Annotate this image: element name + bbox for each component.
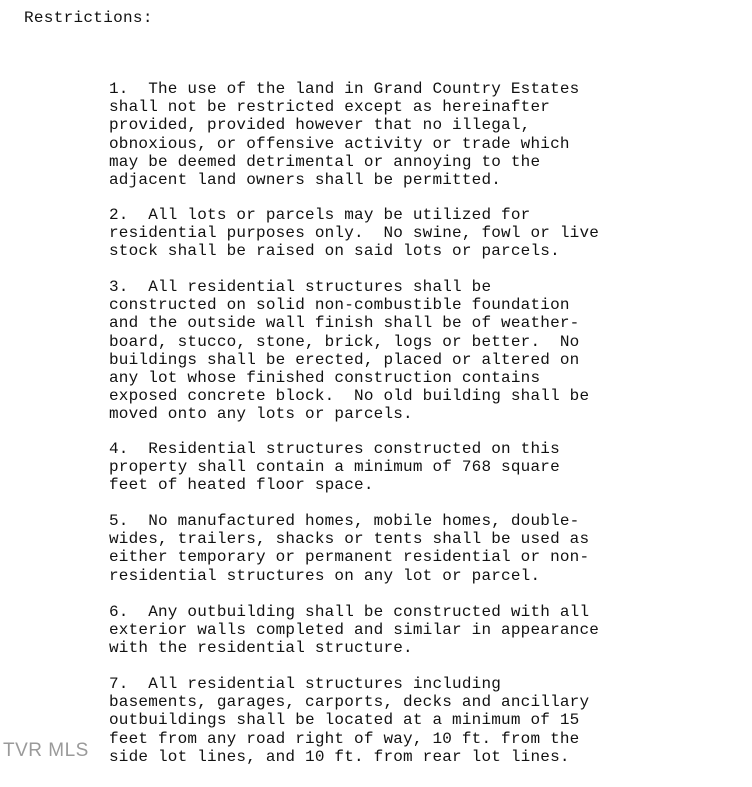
document-heading: Restrictions: [24, 9, 153, 27]
restriction-paragraph-5: 5. No manufactured homes, mobile homes, double- wides, trailers, shacks or tents shall be used as either temporary or permanent residential or non- residential structures on any lot or parcel. [109, 512, 590, 585]
restriction-paragraph-4: 4. Residential structures constructed on this property shall contain a minimum of 768 square feet of heated floor space. [109, 440, 560, 495]
restriction-paragraph-3: 3. All residential structures shall be constructed on solid non-combustible foundation and the outside wall finish shall be of weather- board, stucco, stone, brick, logs or better. No buildings shall be erected, placed or altered on any lot whose finished construction contains exposed concrete block. No old building shall be moved onto any lots or parcels. [109, 278, 590, 424]
restriction-paragraph-7: 7. All residential structures including basements, garages, carports, decks and ancillary outbuildings shall be located at a minimum of 15 feet from any road right of way, 10 ft. from the side lot lines, and 10 ft. from rear lot lines. [109, 675, 590, 766]
mls-watermark: TVR MLS [3, 740, 89, 761]
restriction-paragraph-6: 6. Any outbuilding shall be constructed with all exterior walls completed and similar in appearance with the residential structure. [109, 603, 600, 658]
restriction-paragraph-2: 2. All lots or parcels may be utilized for residential purposes only. No swine, fowl or live stock shall be raised on said lots or parcels. [109, 206, 600, 261]
restriction-paragraph-1: 1. The use of the land in Grand Country Estates shall not be restricted except as hereinafter provided, provided however that no illegal, obnoxious, or offensive activity or trade which may be deemed detrimental or annoying to the adjacent land owners shall be permitted. [109, 80, 580, 190]
